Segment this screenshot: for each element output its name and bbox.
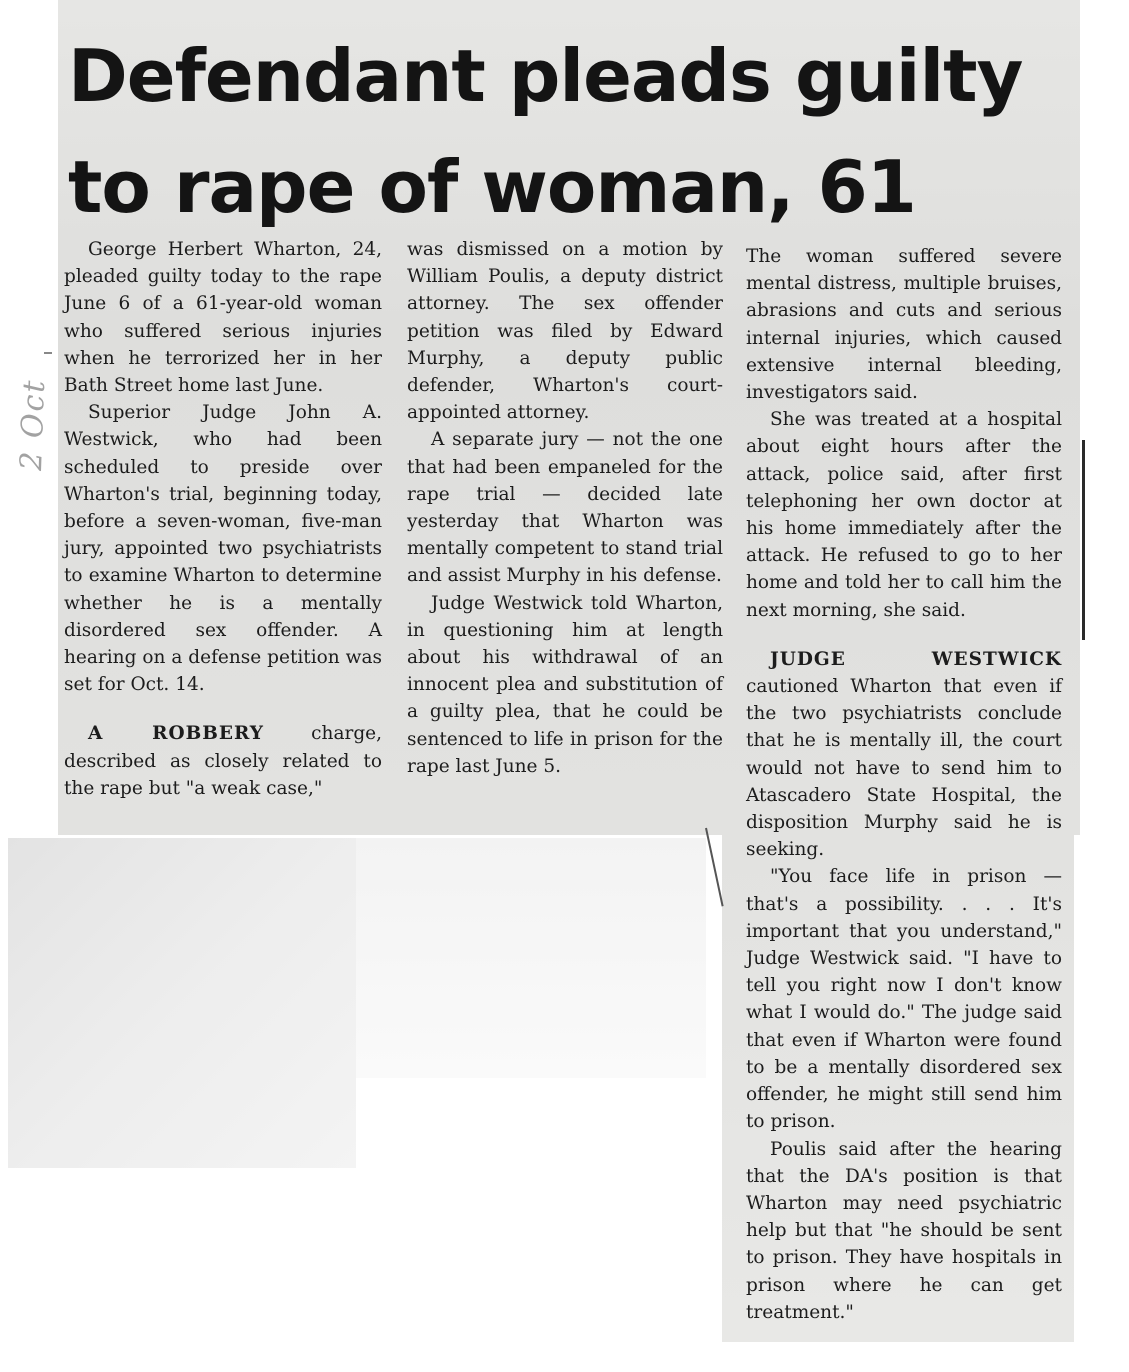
faded-paper-remnant bbox=[356, 838, 706, 1078]
paragraph bbox=[746, 646, 1062, 864]
headline-line-1: Defendant pleads guilty bbox=[68, 34, 1023, 118]
paragraph-text: The woman suffered severe mental distress, multiple bruises, abrasions and cuts and serious internal injuries, which caused extensive internal bleeding, investigators said. bbox=[746, 246, 1062, 404]
paragraph bbox=[64, 399, 382, 698]
margin-mark bbox=[44, 352, 52, 354]
paragraph bbox=[746, 406, 1062, 624]
paragraph bbox=[407, 590, 723, 780]
paragraph-text: Judge Westwick told Wharton, in questioning him at length about his withdrawal of an innocent plea and substitution of a guilty plea, that he could be sentenced to life in prison for the rape last June 5. bbox=[407, 592, 723, 777]
paragraph bbox=[64, 720, 382, 802]
paragraph-text: A separate jury — not the one that had been empaneled for the rape trial — decided late yesterday that Wharton was mentally competent to stand trial and assist Murphy in his defense. bbox=[407, 429, 723, 587]
handwritten-margin-note: 2 Oct bbox=[14, 377, 53, 472]
faded-paper-remnant bbox=[8, 838, 356, 1168]
paragraph bbox=[64, 236, 382, 399]
paragraph-text: She was treated at a hospital about eight hours after the attack, police said, after first telephoning her own doctor at his home immediately after the attack. He refused to go to her home and told her to call him the next morning, she said. bbox=[746, 409, 1062, 621]
paragraph-text: cautioned Wharton that even if the two psychiatrists conclude that he is mentally ill, the court would not have to send him to Atascadero State Hospital, the disposition Murphy said he is seeking. bbox=[746, 676, 1062, 861]
paragraph bbox=[746, 243, 1062, 406]
subhead-lead: A ROBBERY bbox=[88, 723, 264, 745]
paragraph-text: charge, described as closely related to the rape but "a weak case," bbox=[64, 723, 382, 799]
paragraph bbox=[746, 1136, 1062, 1326]
paragraph-text: "You face life in prison — that's a possibility. . . . It's important that you understand," Judge Westwick said. "I have to tell you right now I don't know what I would do." The judge said that even if Wharton were found to be a mentally disordered sex offender, he might still send him to prison. bbox=[746, 866, 1062, 1133]
paragraph-text: was dismissed on a motion by William Poulis, a deputy district attorney. The sex offender petition was filed by Edward Murphy, a deputy public defender, Wharton's court-appointed attorney. bbox=[407, 239, 723, 424]
paragraph bbox=[746, 863, 1062, 1135]
article-column-1 bbox=[64, 236, 382, 802]
paragraph bbox=[407, 426, 723, 589]
headline-line-2: to rape of woman, 61 bbox=[68, 145, 916, 229]
article-column-2 bbox=[407, 236, 723, 780]
paragraph-text: Poulis said after the hearing that the DA's position is that Wharton may need psychiatric help but that "he should be sent to prison. They have hospitals in prison where he can get treatment." bbox=[746, 1138, 1062, 1323]
paragraph bbox=[407, 236, 723, 426]
tear-line bbox=[705, 828, 724, 907]
paragraph-text: George Herbert Wharton, 24, pleaded guilty today to the rape June 6 of a 61-year-old woman who suffered serious injuries when he terrorized her in her Bath Street home last June. bbox=[64, 239, 382, 397]
paragraph-text: Superior Judge John A. Westwick, who had been scheduled to preside over Wharton's trial, beginning today, before a seven-woman, five-man jury, appointed two psychiatrists to examine Wharton to determine whether he is a mentally disordered sex offender. A hearing on a defense petition was set for Oct. 14. bbox=[64, 402, 382, 696]
subhead-lead: JUDGE WESTWICK bbox=[770, 648, 1062, 670]
column-rule bbox=[1082, 440, 1085, 640]
article-column-3 bbox=[746, 243, 1062, 1326]
